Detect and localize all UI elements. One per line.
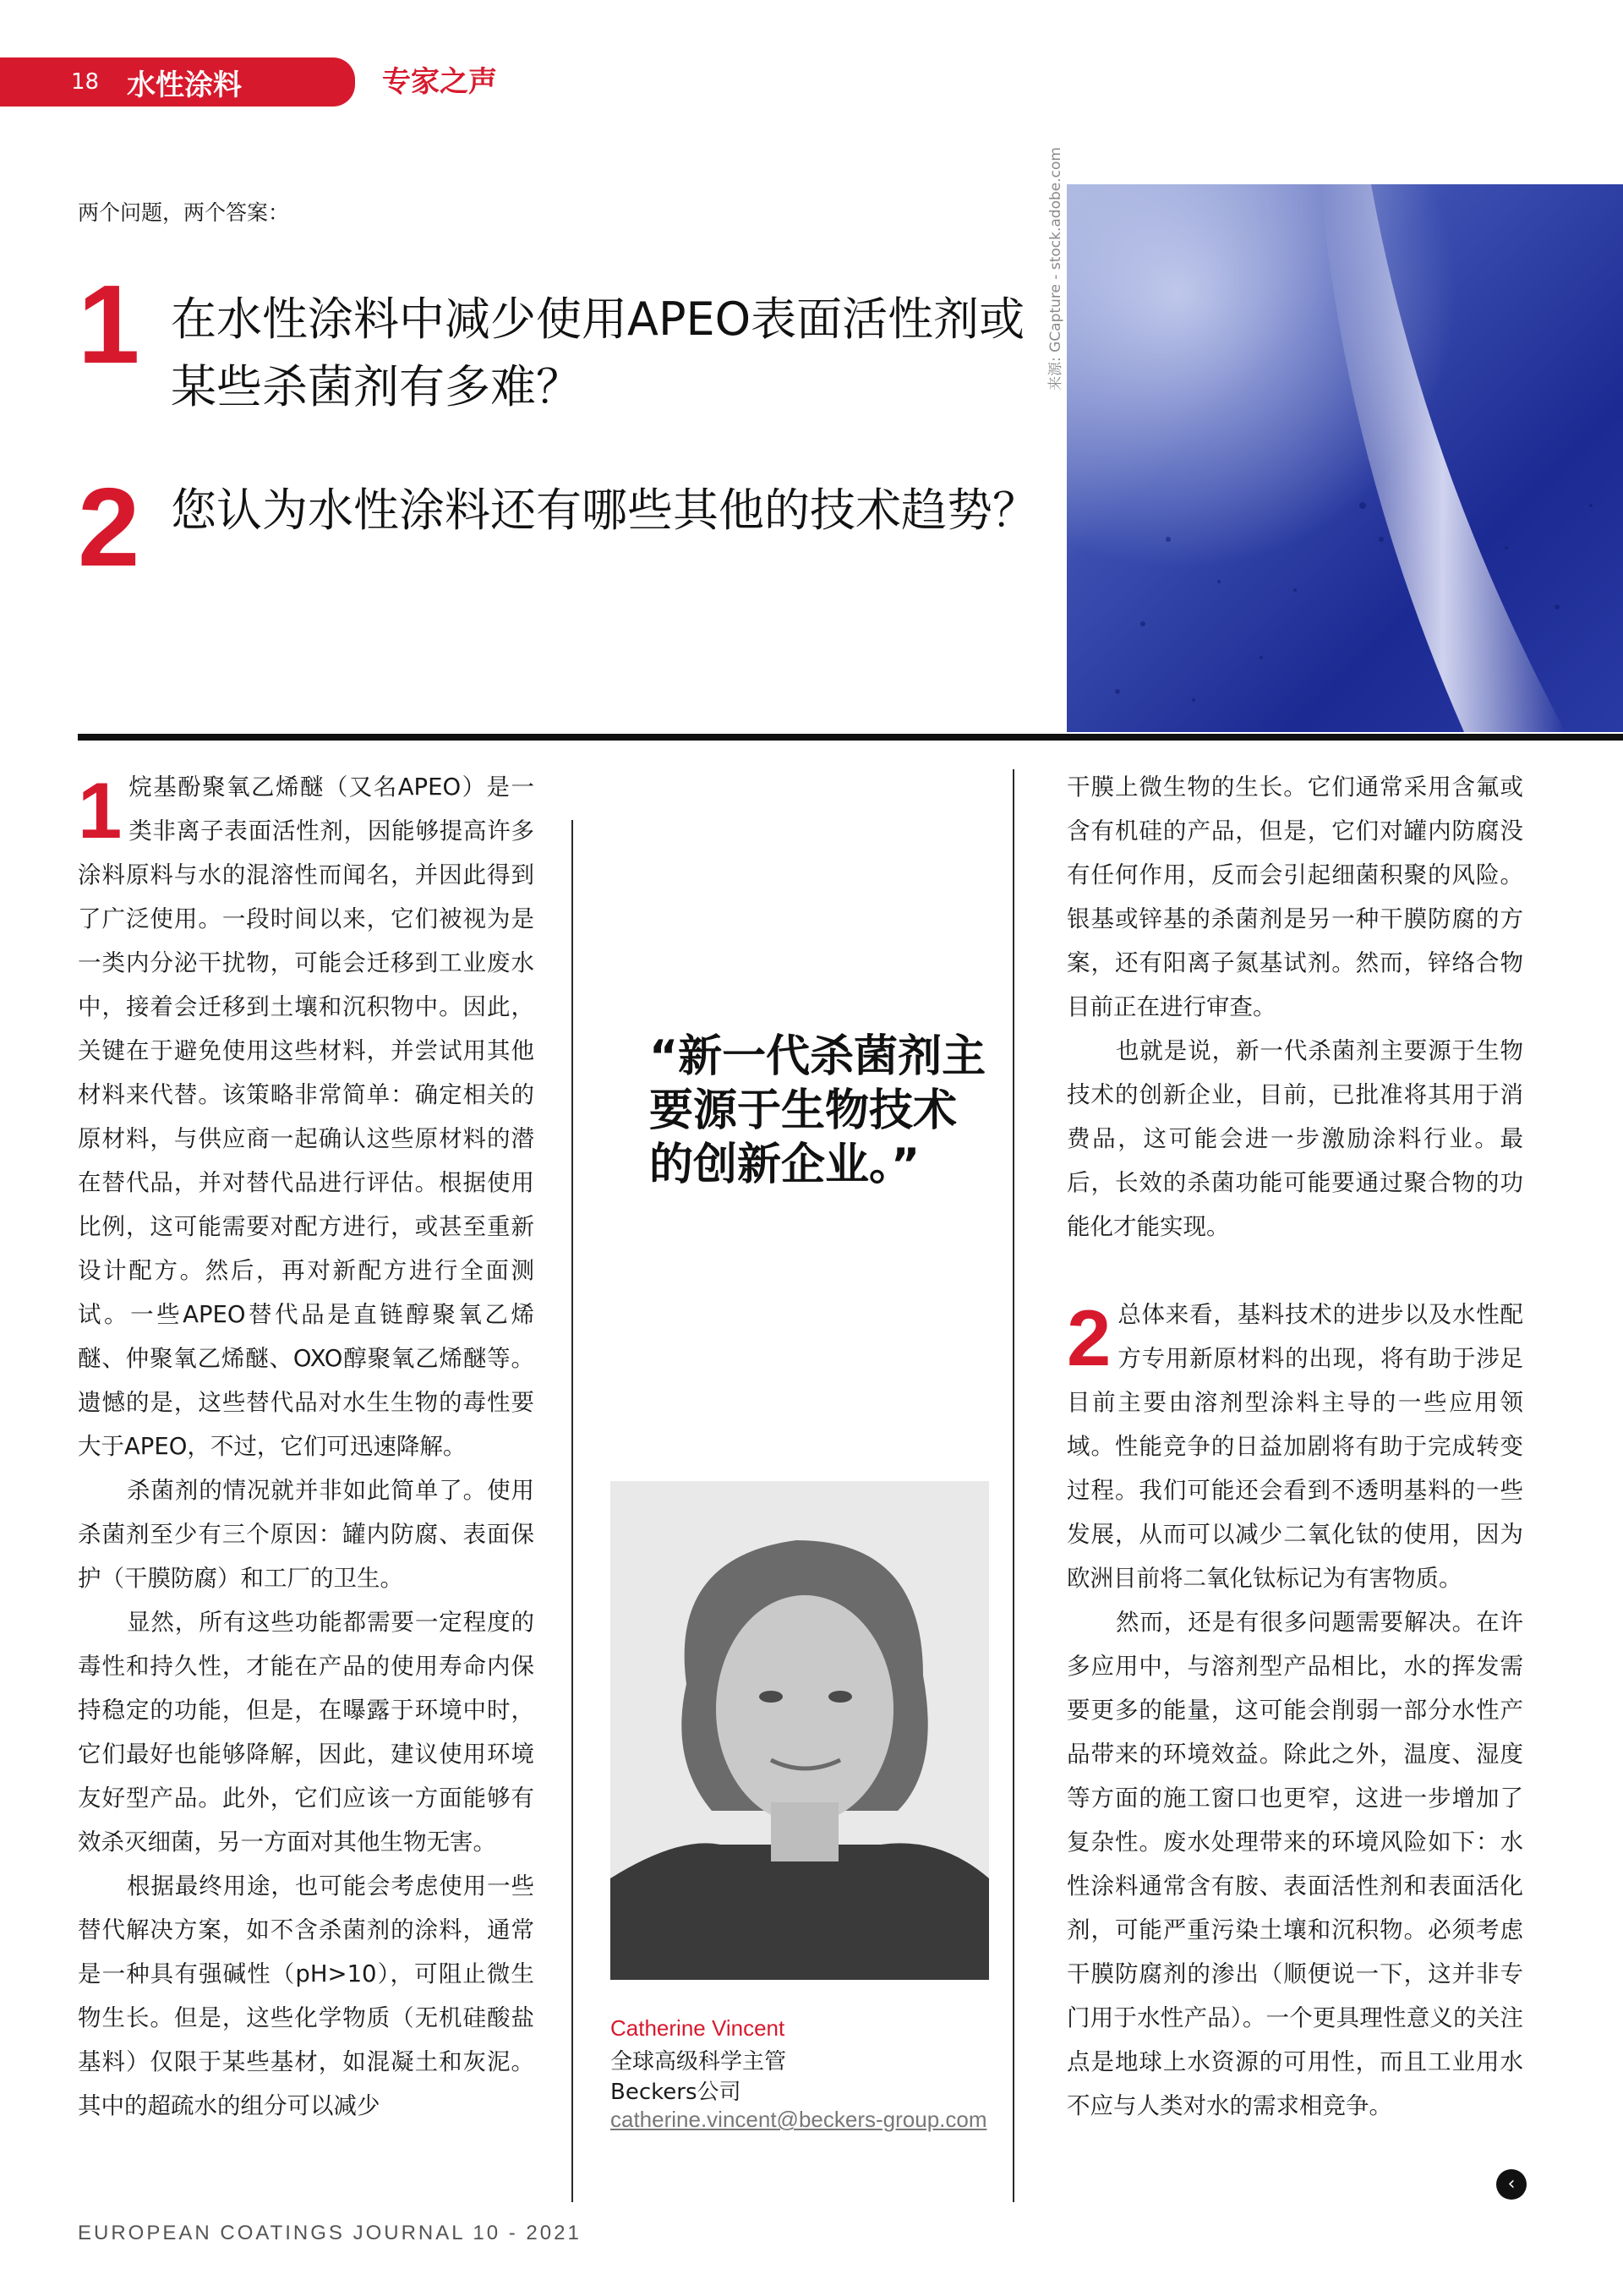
author-email-link[interactable]: catherine.vincent@beckers-group.com xyxy=(610,2107,987,2132)
journal-footer: EUROPEAN COATINGS JOURNAL 10 - 2021 xyxy=(78,2222,582,2244)
paragraph xyxy=(78,765,534,1468)
dropcap-1: 1 xyxy=(78,766,123,855)
pull-quote: “新一代杀菌剂主要源于生物技术的创新企业。” xyxy=(649,1031,986,1190)
photo-credit: 来源: GCapture - stock.adobe.com xyxy=(1047,147,1064,391)
author-name: Catherine Vincent xyxy=(610,2015,785,2041)
article-column-1 xyxy=(78,765,534,2128)
page-number: 18 xyxy=(71,69,100,95)
column-divider-left xyxy=(571,820,573,2202)
hero-image xyxy=(1067,184,1623,732)
article-column-3 xyxy=(1067,765,1523,2128)
intro-label: 两个问题，两个答案： xyxy=(78,200,290,225)
question-1-number: 1 xyxy=(78,262,140,386)
dropcap-2: 2 xyxy=(1067,1293,1112,1382)
paragraph: 也就是说，新一代杀菌剂主要源于生物技术的创新企业，目前，已批准将其用于消费品，这可能会进一步激励涂料行业。最后，长效的杀菌功能可能要通过聚合物的功能化才能实现。 xyxy=(1067,1037,1523,1240)
chevron-left-icon[interactable]: ‹ xyxy=(1496,2169,1527,2200)
question-2-text: 您认为水性涂料还有哪些其他的技术趋势？ xyxy=(171,484,1038,537)
paragraph: 干膜上微生物的生长。它们通常采用含氟或含有机硅的产品，但是，它们对罐内防腐没有任何作用，反而会引起细菌积聚的风险。银基或锌基的杀菌剂是另一种干膜防腐的方案，还有阳离子氮基试剂。然而，锌络合物目前正在进行审查。 xyxy=(1067,774,1523,1020)
section-divider xyxy=(78,734,1623,741)
author-company: Beckers公司 xyxy=(610,2080,741,2105)
paragraph: 显然，所有这些功能都需要一定程度的毒性和持久性，才能在产品的使用寿命内保持稳定的功能，但是，在曝露于环境中时，它们最好也能够降解，因此，建议使用环境友好型产品。此外，它们应该一方面能够有效杀灭细菌，另一方面对其他生物无害。 xyxy=(78,1609,534,1856)
subsection-title: 专家之声 xyxy=(382,65,497,99)
paragraph: 杀菌剂的情况就并非如此简单了。使用杀菌剂至少有三个原因：罐内防腐、表面保护（干膜防腐）和工厂的卫生。 xyxy=(78,1477,534,1592)
author-title: 全球高级科学主管 xyxy=(610,2049,787,2075)
paragraph-text: 总体来看，基料技术的进步以及水性配方专用新原材料的出现，将有助于涉足目前主要由溶剂型涂料主导的一些应用领域。性能竞争的日益加剧将有助于完成转变过程。我们可能还会看到不透明基料的一些发展，从而可以减少二氧化钛的使用，因为欧洲目前将二氧化钛标记为有害物质。 xyxy=(1067,1301,1523,1592)
author-portrait xyxy=(610,1481,989,1980)
paragraph xyxy=(1067,1293,1523,1600)
section-header-band xyxy=(0,57,355,107)
paragraph: 根据最终用途，也可能会考虑使用一些替代解决方案，如不含杀菌剂的涂料，通常是一种具有强碱性（pH>10），可阻止微生物生长。但是，这些化学物质（无机硅酸盐基料）仅限于某些基材，如混凝土和灰泥。其中的超疏水的组分可以减少 xyxy=(78,1872,534,2119)
question-1-text: 在水性涂料中减少使用APEO表面活性剂或某些杀菌剂有多难？ xyxy=(171,292,1025,413)
paragraph-text: 烷基酚聚氧乙烯醚（又名APEO）是一类非离子表面活性剂，因能够提高许多涂料原料与水的混溶性而闻名，并因此得到了广泛使用。一段时间以来，它们被视为是一类内分泌干扰物，可能会迁移到工业废水中，接着会迁移到土壤和沉积物中。因此，关键在于避免使用这些材料，并尝试用其他材料来代替。该策略非常简单：确定相关的原材料，与供应商一起确认这些原材料的潜在替代品，并对替代品进行评估。根据使用比例，这可能需要对配方进行，或甚至重新设计配方。然后，再对新配方进行全面测试。一些APEO替代品是直链醇聚氧乙烯醚、仲聚氧乙烯醚、OXO醇聚氧乙烯醚等。遗憾的是，这些替代品对水生生物的毒性要大于APEO，不过，它们可迅速降解。 xyxy=(78,774,534,1460)
column-divider-right xyxy=(1013,769,1014,2202)
paragraph: 然而，还是有很多问题需要解决。在许多应用中，与溶剂型产品相比，水的挥发需要更多的能量，这可能会削弱一部分水性产品带来的环境效益。除此之外，温度、湿度等方面的施工窗口也更窄，这进一步增加了复杂性。废水处理带来的环境风险如下：水性涂料通常含有胺、表面活性剂和表面活化剂，可能严重污染土壤和沉积物。必须考虑干膜防腐剂的渗出（顺便说一下，这并非专门用于水性产品）。一个更具理性意义的关注点是地球上水资源的可用性，而且工业用水不应与人类对水的需求相竞争。 xyxy=(1067,1609,1523,2119)
section-title: 水性涂料 xyxy=(127,68,242,102)
question-2-number: 2 xyxy=(78,465,140,589)
